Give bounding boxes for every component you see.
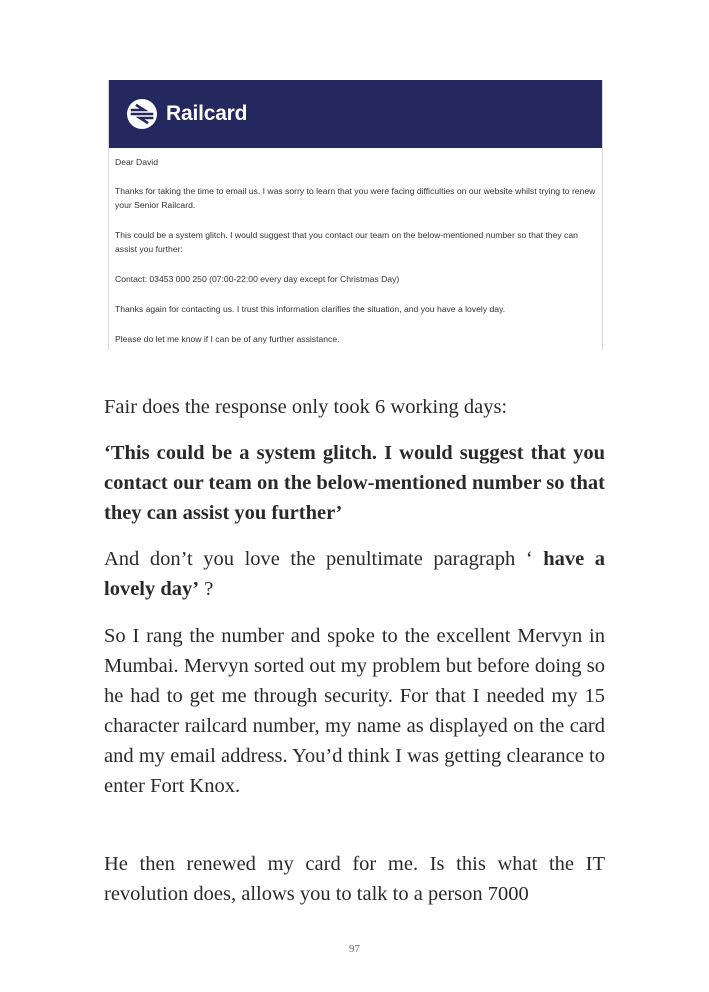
emphasis-have-a-lovely-day: have a lovely day’: [104, 548, 605, 600]
email-paragraph: Please do let me know if I can be of any further assistance.: [115, 334, 340, 344]
email-header: [109, 80, 602, 148]
email-screenshot: [108, 80, 603, 350]
railcard-logo-icon: [127, 99, 157, 129]
brand-name: Railcard: [166, 102, 248, 125]
email-paragraph: Thanks for taking the time to email us. I was sorry to learn that you were facing difficulties on our website whilst trying to renew your Senior Railcard.: [115, 186, 596, 210]
paragraph-penultimate: [104, 544, 605, 604]
email-paragraph: This could be a system glitch. I would suggest that you contact our team on the below-mentioned number so that they can assist you further:: [115, 230, 578, 254]
paragraph-text: ?: [199, 578, 214, 600]
paragraph-mervyn: So I rang the number and spoke to the excellent Mervyn in Mumbai. Mervyn sorted out my problem but before doing so he had to get me through security. For that I needed my 15 character railcard number, my name as displayed on the card and my email address. You’d think I was getting clearance to enter Fort Knox.: [104, 625, 605, 797]
paragraph-renewal: He then renewed my card for me. Is this what the IT revolution does, allows you to talk to a person 7000: [104, 853, 605, 905]
page-number: 97: [349, 943, 360, 955]
quoted-passage: ‘This could be a system glitch. I would suggest that you contact our team on the below-mentioned number so that they can assist you further’: [104, 442, 605, 524]
email-paragraph: Thanks again for contacting us. I trust this information clarifies the situation, and you have a lovely day.: [115, 304, 506, 314]
email-body: [109, 148, 602, 346]
paragraph-text: And don’t you love the penultimate paragraph ‘: [104, 548, 544, 570]
paragraph-response-time: Fair does the response only took 6 working days:: [104, 396, 508, 418]
email-paragraph: Contact: 03453 000 250 (07:00-22:00 every day except for Christmas Day): [115, 274, 400, 284]
email-greeting: Dear David: [115, 157, 158, 167]
